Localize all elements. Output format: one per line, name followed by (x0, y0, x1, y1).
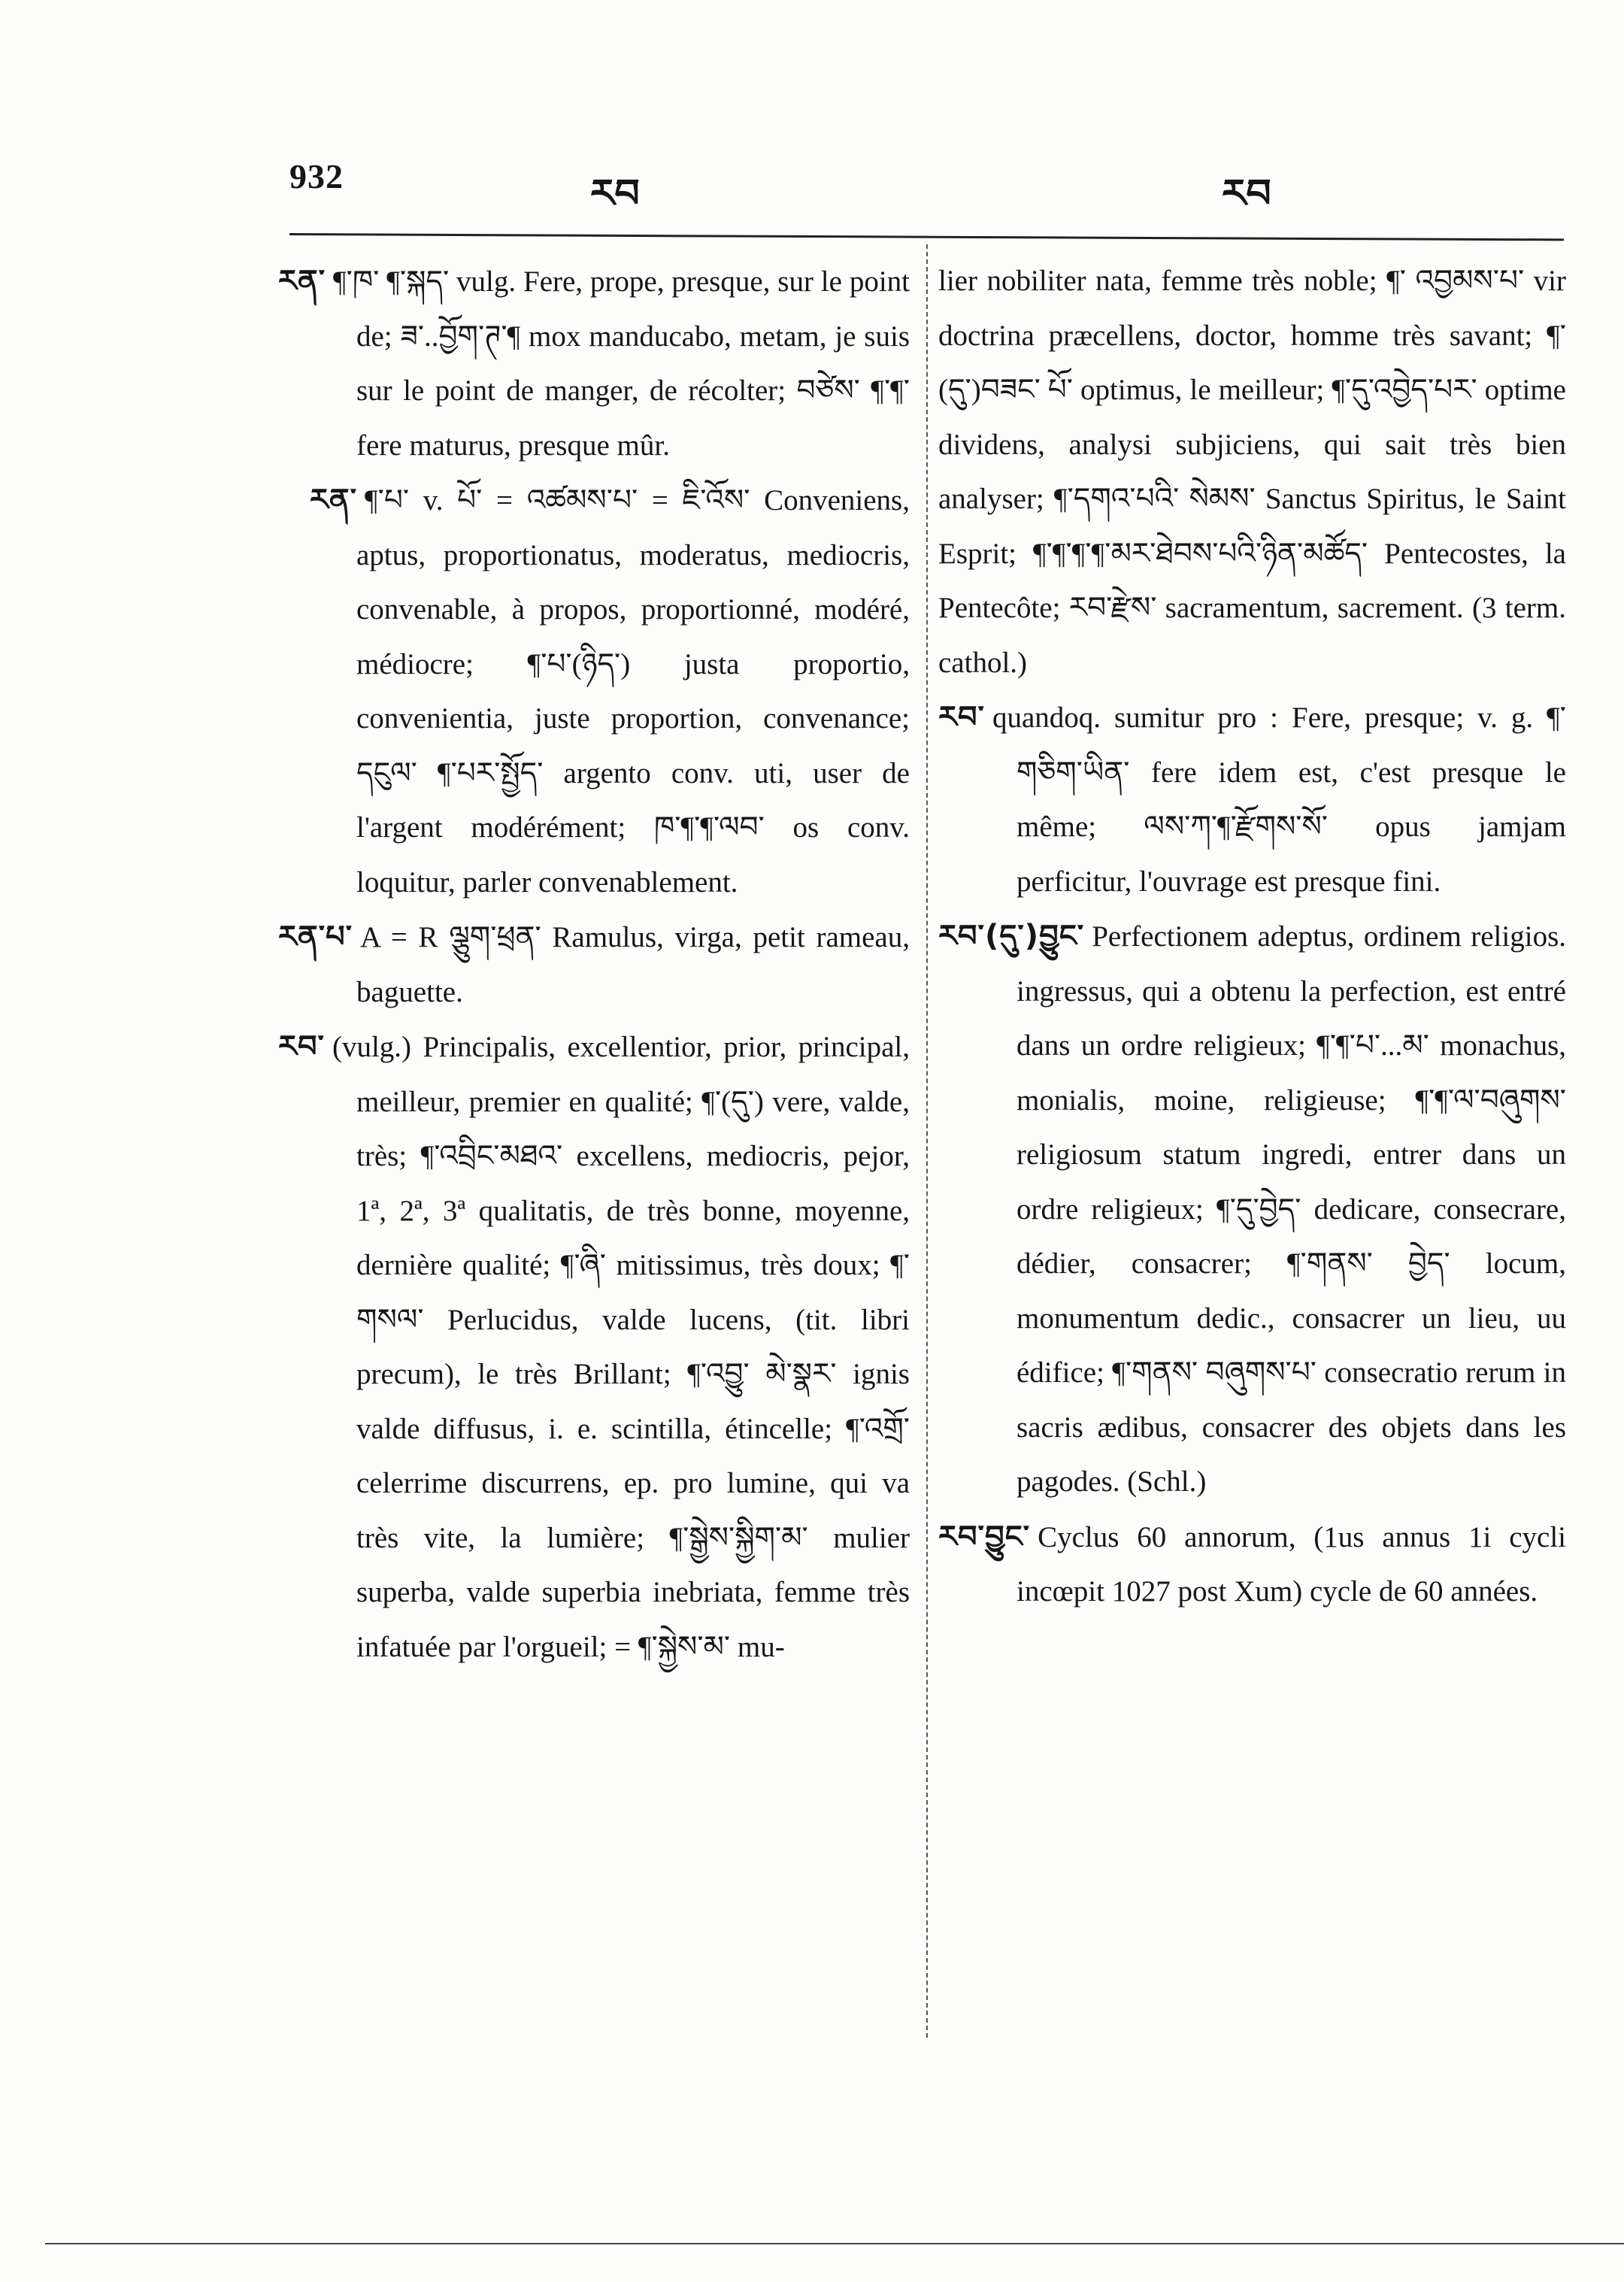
dictionary-entry-continued (938, 254, 1566, 690)
entry-headword: རན་པ་ (278, 920, 353, 954)
entry-text: quandoq. sumitur pro : Fere, presque; v. g. ¶་གཅིག་ཡིན་ fere idem est, c'est presque le même; ལས་ཀ་¶་རྫོགས་སོ་ opus jamjam perficitur, l'ouvrage est presque fini. (992, 702, 1566, 898)
entry-headword: རན་ (278, 264, 326, 299)
entry-headword: རབ་ (938, 700, 985, 735)
entry-headword: རན་ (310, 483, 357, 517)
dictionary-entry (938, 690, 1566, 909)
entry-text: A = R ལྕུག་ཕྲན་ Ramulus, virga, petit rameau, baguette. (356, 921, 910, 1008)
column-divider (926, 244, 928, 2038)
entry-text: ¶་པ་ v. པོ་ = འཚམས་པ་ = ཇི་འོས་ Conveniens, aptus, proportionatus, moderatus, mediocris, convenable, à propos, proportionné, modéré, médiocre; ¶་པ་(ཉིད་) justa proportio, convenientia, juste proportion, convenance; དངུལ་ ¶་པར་སྤྱོད་ argento conv. uti, user de l'argent modérément; ཁ་¶་¶་ལབ་ os conv. loquitur, parler convenablement. (356, 484, 910, 899)
running-head-right: རབ (1222, 171, 1271, 217)
header-rule (289, 233, 1564, 241)
entry-text: ¶་ཁ་ ¶་སྐད་ vulg. Fere, prope, presque, sur le point de; ཟ་..བྱོག་ཊ་¶ mox manducabo, metam, je suis sur le point de manger, de récolter; བཙེས་ ¶་¶་ fere maturus, presque mûr. (333, 265, 910, 462)
dictionary-entry (278, 254, 910, 473)
page-number: 932 (289, 157, 344, 195)
entry-text: Perfectionem adeptus, ordinem religios. ingressus, qui a obtenu la perfection, est entré dans un ordre religieux; ¶་¶་པ་...མ་ monachus, monialis, moine, religieuse; ¶་¶་ལ་བཞུགས་ religiosum statum ingredi, entrer dans un ordre religieux; ¶་དུ་བྱེད་ dedicare, consecrare, dédier, consacrer; ¶་གནས་ བྱེད་ locum, monumentum dedic., consacrer un lieu, uu édifice; ¶་གནས་ བཞུགས་པ་ consecratio rerum in sacris ædibus, consacrer des objets dans les pagodes. (Schl.) (1017, 920, 1566, 1498)
entry-text: Cyclus 60 annorum, (1us annus 1i cycli incœpit 1027 post Xum) cycle de 60 années. (1017, 1520, 1566, 1608)
entry-headword: རབ་བྱུང་ (938, 1519, 1031, 1554)
entry-headword: རབ་ (278, 1029, 325, 1064)
dictionary-entry (278, 1020, 910, 1674)
dictionary-entry (278, 910, 910, 1020)
left-column (278, 254, 910, 1674)
entry-text: (vulg.) Principalis, excellentior, prior, principal, meilleur, premier en qualité; ¶་(དུ་) vere, valde, très; ¶་འབྲིང་མཐའ་ excellens, mediocris, pejor, 1ª, 2ª, 3ª qualitatis, de très bonne, moyenne, dernière qualité; ¶་ཞི་ mitissimus, très doux; ¶་གསལ་ Perlucidus, valde lucens, (tit. libri precum), le très Brillant; ¶་འབྱུ་ མེ་སྣར་ ignis valde diffusus, i. e. scintilla, étincelle; ¶་འགྲོ་ celerrime discurrens, ep. pro lumine, qui va très vite, la lumière; ¶་སྒྱེས་སྐྱིག་མ་ mulier superba, valde superbia inebriata, femme très infatuée par l'orgueil; = ¶་སྐྱེས་མ་ mu- (332, 1031, 910, 1663)
dictionary-entry (938, 909, 1566, 1510)
bottom-rule (45, 2243, 1624, 2244)
entry-headword: རབ་(དུ་)བྱུང་ (938, 919, 1085, 953)
dictionary-entry (278, 473, 910, 910)
running-head-left: རབ (590, 171, 640, 217)
right-column (938, 254, 1566, 1620)
dictionary-entry (938, 1510, 1566, 1620)
entry-text: lier nobiliter nata, femme très noble; ¶་ འབྱམས་པ་ vir doctrina præcellens, doctor, homme très savant; ¶་(དུ་)བཟང་ པོ་ optimus, le meilleur; ¶་དུ་འབྱེད་པར་ optime dividens, analysi subjiciens, qui sait très bien analyser; ¶་དགའ་པའི་ སེམས་ Sanctus Spiritus, le Saint Esprit; ¶་¶་¶་¶་མར་ཐེབས་པའི་ཉིན་མཚོད་ Pentecostes, la Pentecôte; རབ་རྫེས་ sacramentum, sacrement. (3 term. cathol.) (938, 265, 1566, 679)
